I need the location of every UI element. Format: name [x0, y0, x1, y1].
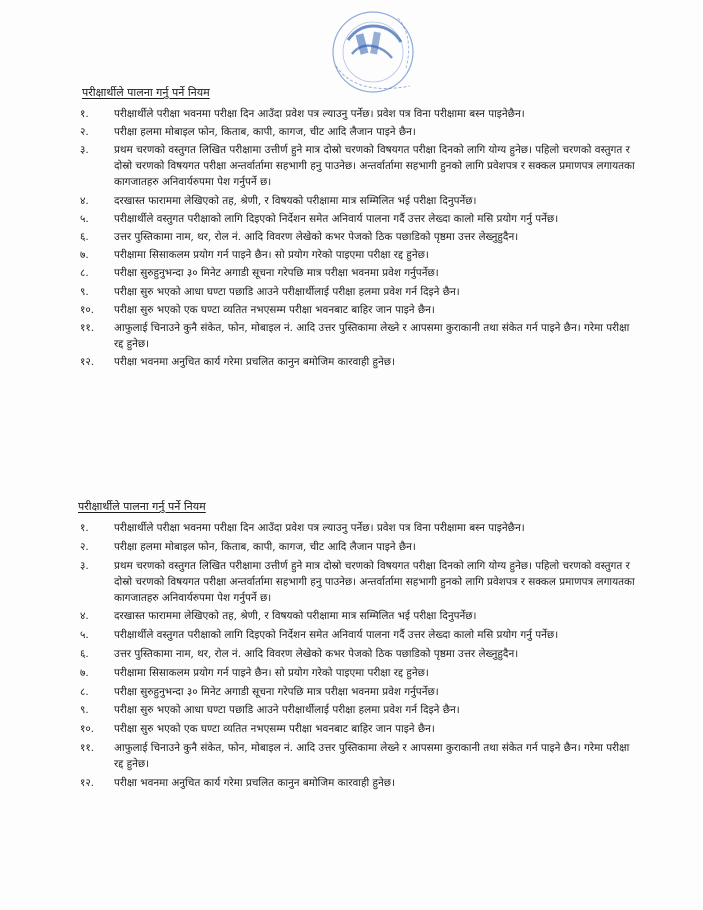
- rule-number: ७.: [80, 666, 89, 679]
- rule-number: ६.: [80, 230, 89, 243]
- rule-text: परीक्षा सुरु भएको आधा घण्टा पछाडि आउने परीक्षार्थीलाई परीक्षा हलमा प्रवेश गर्न दिइने छैन।: [114, 285, 460, 298]
- rule-item: [78, 284, 638, 300]
- rule-item: [78, 558, 638, 606]
- rule-number: ४.: [80, 194, 89, 207]
- rule-number: २.: [80, 126, 89, 139]
- rule-item: [78, 646, 638, 662]
- rule-number: १२.: [80, 356, 95, 369]
- rule-item: [78, 740, 638, 772]
- rule-item: [78, 721, 638, 737]
- rule-number: ५.: [80, 629, 89, 642]
- rule-number: ११.: [80, 741, 95, 754]
- rule-number: १२.: [80, 776, 95, 789]
- rule-item: [78, 302, 638, 318]
- rule-number: १.: [80, 522, 89, 534]
- rule-text: उत्तर पुस्तिकामा नाम, थर, रोल नं. आदि विवरण लेखेको कभर पेजको ठिक पछाडिको पृष्ठमा उत्तर लेख्नुहुदैन।: [114, 230, 519, 243]
- rule-text: आफुलाई चिनाउने कुनै संकेत, फोन, मोबाइल नं. आदि उत्तर पुस्तिकामा लेख्ने र आपसमा कुराकानी तथा संकेत गर्न पाइने छैन। गरेमा परीक्षा रद्द हुनेछ।: [114, 741, 630, 770]
- rule-text: प्रथम चरणको वस्तुगत लिखित परीक्षामा उत्तीर्ण हुने मात्र दोस्रो चरणको विषयगत परीक्षा दिनको लागि योग्य हुनेछ। पहिलो चरणको वस्तुगत र दोस्रो चरणको विषयगत परीक्षा अन्तर्वार्तामा सहभागी हनु पाउनेछ। अन्तर्वार्तामा सहभागी हुनको लागि प्रवेशपत्र र सक्कल प्रमाणपत्र लगायतका कागजातहरु अनिवार्यरुपमा पेश गर्नुपर्ने छ।: [114, 559, 635, 604]
- rule-text: परीक्षामा सिसाकलम प्रयोग गर्न पाइने छैन। सो प्रयोग गरेको पाइएमा परीक्षा रद्द हुनेछ।: [114, 249, 429, 262]
- section-heading: परीक्षार्थीले पालना गर्नु पर्ने नियम: [78, 500, 206, 513]
- rule-text: परीक्षा हलमा मोबाइल फोन, किताब, कापी, कागज, चीट आदि लैजान पाइने छैन।: [114, 540, 416, 553]
- rule-text: परीक्षा भवनमा अनुचित कार्य गरेमा प्रचलित कानुन बमोजिम कारवाही हुनेछ।: [114, 356, 396, 369]
- rule-item: [78, 627, 638, 643]
- rule-number: ९.: [80, 704, 89, 717]
- rule-text: परीक्षार्थीले परीक्षा भवनमा परीक्षा दिन आउँदा प्रवेश पत्र ल्याउनु पर्नेछ। प्रवेश पत्र विना परीक्षामा बस्न पाइनेछैन।: [114, 108, 525, 120]
- rules-section-1: [78, 86, 638, 372]
- rule-text: परीक्षा सुरु भएको आधा घण्टा पछाडि आउने परीक्षार्थीलाई परीक्षा हलमा प्रवेश गर्न दिइने छैन।: [114, 704, 460, 717]
- rule-text: प्रथम चरणको वस्तुगत लिखित परीक्षामा उत्तीर्ण हुने मात्र दोस्रो चरणको विषयगत परीक्षा दिनको लागि योग्य हुनेछ। पहिलो चरणको वस्तुगत र दोस्रो चरणको विषयगत परीक्षा अन्तर्वार्तामा सहभागी हनु पाउनेछ। अन्तर्वार्तामा सहभागी हुनको लागि प्रवेशपत्र र सक्कल प्रमाणपत्र लगायतका कागजातहरु अनिवार्यरुपमा पेश गर्नुपर्ने छ।: [114, 144, 635, 189]
- rule-item: [78, 106, 638, 122]
- rule-item: [78, 775, 638, 791]
- rule-item: [78, 265, 638, 281]
- rule-text: परीक्षा सुरु भएको एक घण्टा व्यतित नभएसम्म परीक्षा भवनबाट बाहिर जान पाइने छैन।: [114, 303, 435, 316]
- rule-number: १०.: [80, 303, 95, 316]
- rule-item: [78, 193, 638, 209]
- rule-item: [78, 229, 638, 245]
- rule-number: ८.: [80, 685, 89, 698]
- rule-item: [78, 608, 638, 624]
- rule-text: परीक्षार्थीले वस्तुगत परीक्षाको लागि दिइएको निर्देशन समेत अनिवार्य पालना गर्दै उत्तर लेख्दा कालो मसि प्रयोग गर्नु पर्नेछ।: [114, 629, 559, 642]
- rule-text: परीक्षा सुरुहुनुभन्दा ३० मिनेट अगाडी सूचना गरेपछि मात्र परीक्षा भवनमा प्रवेश गर्नुपर्नेछ।: [114, 267, 439, 280]
- rule-number: ९.: [80, 285, 89, 298]
- rule-item: [78, 665, 638, 681]
- rule-item: [78, 142, 638, 190]
- rule-number: ५.: [80, 212, 89, 225]
- rule-item: [78, 247, 638, 263]
- rule-text: दरखास्त फाराममा लेखिएको तह, श्रेणी, र विषयको परीक्षामा मात्र सम्मिलित भई परीक्षा दिनुपर्नेछ।: [114, 194, 477, 207]
- rules-list: [78, 106, 638, 370]
- rule-text: परीक्षार्थीले परीक्षा भवनमा परीक्षा दिन आउँदा प्रवेश पत्र ल्याउनु पर्नेछ। प्रवेश पत्र विना परीक्षामा बस्न पाइनेछैन।: [114, 522, 525, 534]
- rule-item: [78, 124, 638, 140]
- rule-item: [78, 539, 638, 555]
- rule-number: ३.: [80, 144, 89, 157]
- rule-number: ७.: [80, 249, 89, 262]
- rule-number: ४.: [80, 610, 89, 623]
- rule-text: आफुलाई चिनाउने कुनै संकेत, फोन, मोबाइल नं. आदि उत्तर पुस्तिकामा लेख्ने र आपसमा कुराकानी तथा संकेत गर्न पाइने छैन। गरेमा परीक्षा रद्द हुनेछ।: [114, 321, 630, 350]
- rule-item: [78, 520, 638, 536]
- rule-number: १.: [80, 108, 89, 120]
- rule-item: [78, 354, 638, 370]
- rule-text: परीक्षा सुरुहुनुभन्दा ३० मिनेट अगाडी सूचना गरेपछि मात्र परीक्षा भवनमा प्रवेश गर्नुपर्नेछ।: [114, 685, 439, 698]
- rule-item: [78, 320, 638, 352]
- rule-number: ११.: [80, 321, 95, 334]
- rule-text: परीक्षा हलमा मोबाइल फोन, किताब, कापी, कागज, चीट आदि लैजान पाइने छैन।: [114, 126, 416, 139]
- rule-text: परीक्षा भवनमा अनुचित कार्य गरेमा प्रचलित कानुन बमोजिम कारवाही हुनेछ।: [114, 776, 396, 789]
- rule-number: ६.: [80, 647, 89, 660]
- rule-text: दरखास्त फाराममा लेखिएको तह, श्रेणी, र विषयको परीक्षामा मात्र सम्मिलित भई परीक्षा दिनुपर्नेछ।: [114, 610, 477, 623]
- rule-text: उत्तर पुस्तिकामा नाम, थर, रोल नं. आदि विवरण लेखेको कभर पेजको ठिक पछाडिको पृष्ठमा उत्तर लेख्नुहुदैन।: [114, 647, 519, 660]
- rule-text: परीक्षार्थीले वस्तुगत परीक्षाको लागि दिइएको निर्देशन समेत अनिवार्य पालना गर्दै उत्तर लेख्दा कालो मसि प्रयोग गर्नु पर्नेछ।: [114, 212, 559, 225]
- rule-item: [78, 702, 638, 718]
- rule-number: २.: [80, 540, 89, 553]
- rule-number: १०.: [80, 723, 95, 736]
- rules-list: [78, 520, 638, 791]
- rules-section-2: [78, 500, 638, 794]
- rule-item: [78, 211, 638, 227]
- section-heading: परीक्षार्थीले पालना गर्नु पर्ने नियम: [82, 86, 210, 99]
- rule-text: परीक्षा सुरु भएको एक घण्टा व्यतित नभएसम्म परीक्षा भवनबाट बाहिर जान पाइने छैन।: [114, 723, 435, 736]
- rule-number: ८.: [80, 267, 89, 280]
- rule-number: ३.: [80, 559, 89, 572]
- rule-item: [78, 684, 638, 700]
- rule-text: परीक्षामा सिसाकलम प्रयोग गर्न पाइने छैन। सो प्रयोग गरेको पाइएमा परीक्षा रद्द हुनेछ।: [114, 666, 429, 679]
